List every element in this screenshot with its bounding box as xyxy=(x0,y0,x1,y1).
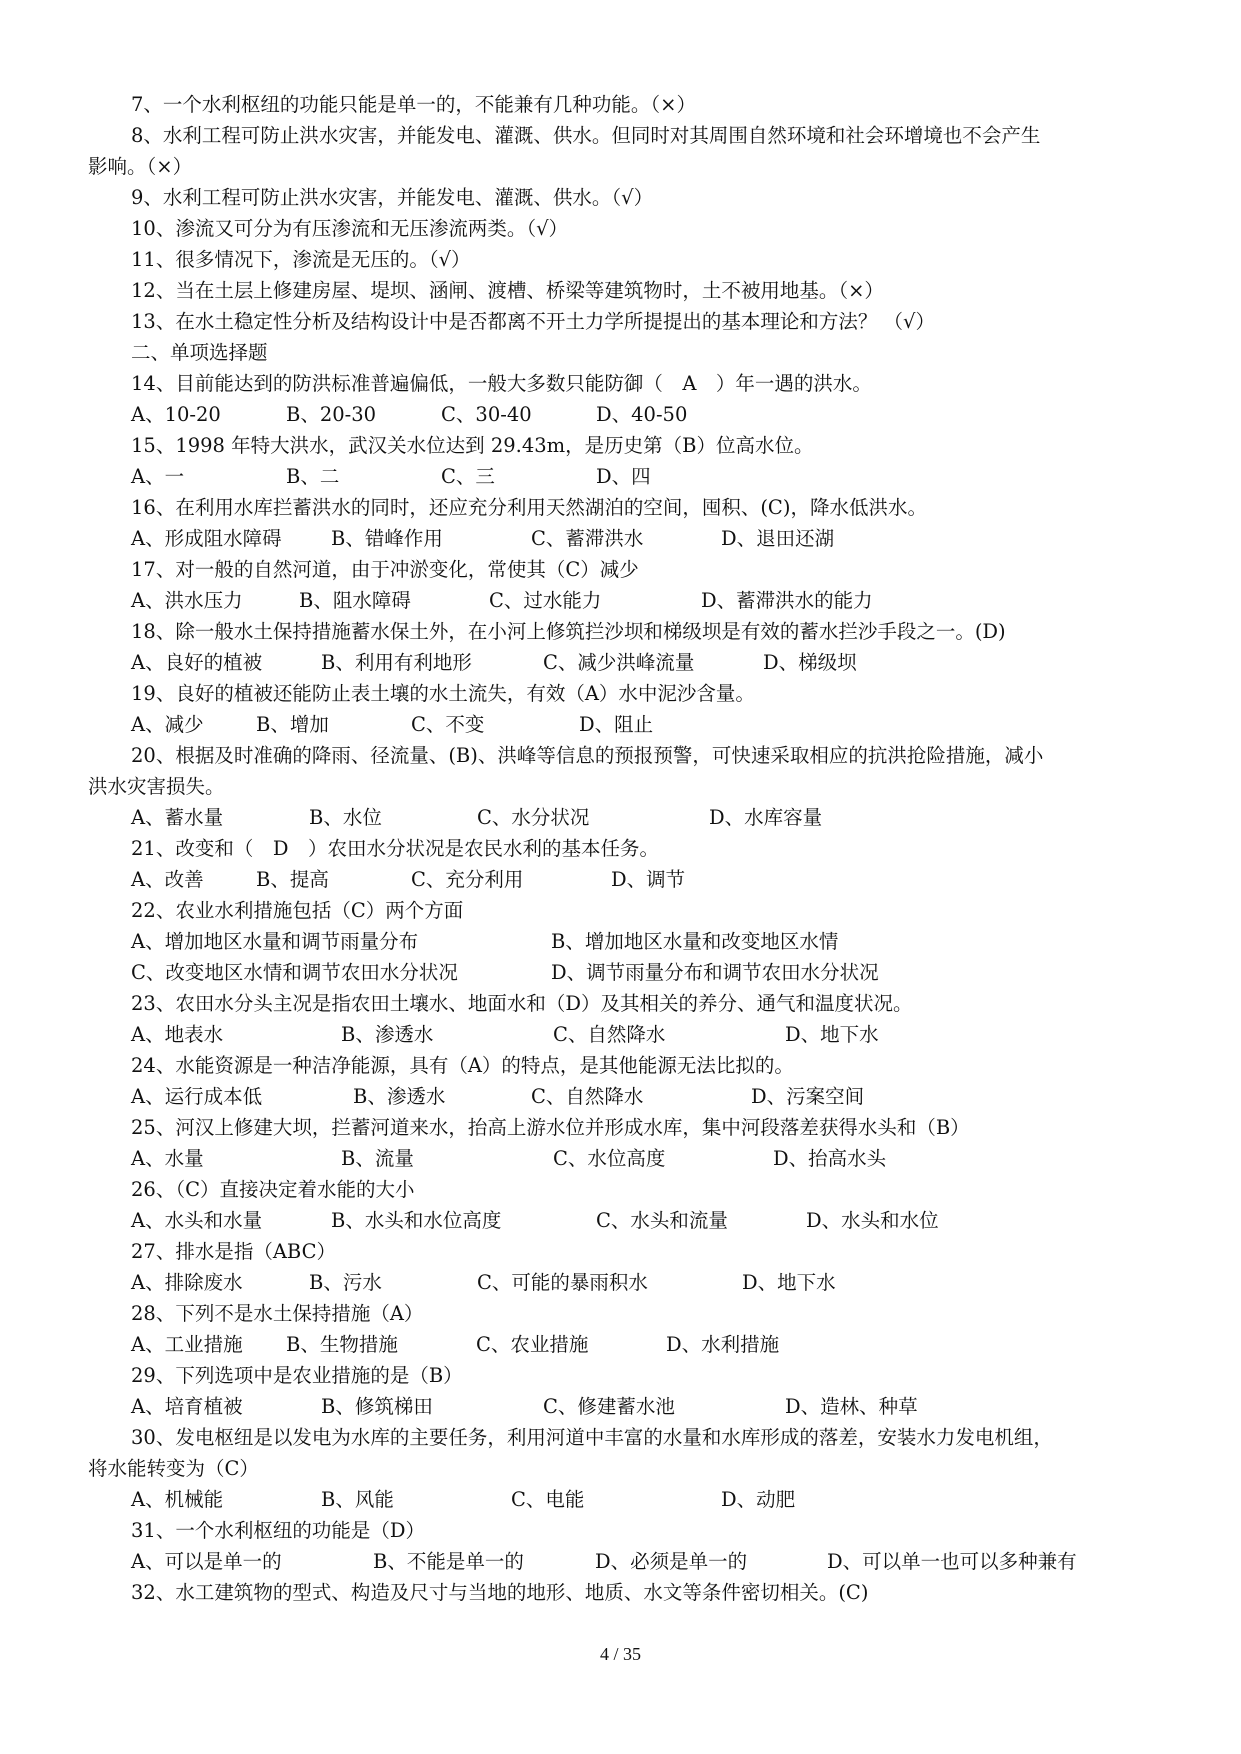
question-23: 23、农田水分头主况是指农田土壤水、地面水和（D）及其相关的养分、通气和温度状况。 xyxy=(131,992,913,1015)
option-a: A、蓄水量 xyxy=(131,806,224,829)
option-a: A、地表水 xyxy=(131,1023,224,1046)
question-16-options xyxy=(131,523,1161,554)
option-b: B、增加地区水量和改变地区水情 xyxy=(551,930,839,953)
option-d: D、蓄滞洪水的能力 xyxy=(701,589,873,612)
question-14: 14、目前能达到的防洪标准普遍偏低，一般大多数只能防御（ A ）年一遇的洪水。 xyxy=(131,372,872,395)
option-a: A、增加地区水量和调节雨量分布 xyxy=(131,930,419,953)
option-b: B、错峰作用 xyxy=(331,527,443,550)
option-d: D、抬高水头 xyxy=(773,1147,887,1170)
question-11: 11、很多情况下，渗流是无压的。（√） xyxy=(131,248,471,271)
question-22-options-row2 xyxy=(131,957,1161,988)
option-a: A、培育植被 xyxy=(131,1395,243,1418)
option-a: A、良好的植被 xyxy=(131,651,263,674)
question-28: 28、下列不是水土保持措施（A） xyxy=(131,1302,424,1325)
document-body xyxy=(88,89,1161,1608)
question-17: 17、对一般的自然河道，由于冲淤变化，常使其（C）减少 xyxy=(131,558,639,581)
question-27-options xyxy=(131,1267,1161,1298)
question-28-options xyxy=(131,1329,1161,1360)
question-23-options xyxy=(131,1019,1161,1050)
option-b: B、增加 xyxy=(256,713,329,736)
option-a: A、一 xyxy=(131,465,185,488)
option-c: C、水分状况 xyxy=(477,806,590,829)
option-a: A、洪水压力 xyxy=(131,589,243,612)
question-18-options xyxy=(131,647,1161,678)
option-b: B、渗透水 xyxy=(341,1023,434,1046)
question-19: 19、良好的植被还能防止表土壤的水土流失，有效（A）水中泥沙含量。 xyxy=(131,682,755,705)
question-30-options xyxy=(131,1484,1161,1515)
option-a: A、水头和水量 xyxy=(131,1209,263,1232)
option-c: C、自然降水 xyxy=(531,1085,644,1108)
option-c: D、必须是单一的 xyxy=(595,1550,748,1573)
question-18: 18、除一般水土保持措施蓄水保土外，在小河上修筑拦沙坝和梯级坝是有效的蓄水拦沙手段之一。(D) xyxy=(131,620,1006,643)
question-24: 24、水能资源是一种洁净能源，具有（A）的特点，是其他能源无法比拟的。 xyxy=(131,1054,794,1077)
question-30-line1: 30、发电枢纽是以发电为水库的主要任务，利用河道中丰富的水量和水库形成的落差，安装水力发电机组， xyxy=(131,1426,1053,1449)
option-b: B、二 xyxy=(286,465,340,488)
option-c: C、水位高度 xyxy=(553,1147,666,1170)
option-b: B、风能 xyxy=(321,1488,394,1511)
option-c: C、蓄滞洪水 xyxy=(531,527,644,550)
option-a: A、形成阻水障碍 xyxy=(131,527,282,550)
option-c: C、不变 xyxy=(411,713,485,736)
option-b: B、渗透水 xyxy=(353,1085,446,1108)
question-13: 13、在水土稳定性分析及结构设计中是否都离不开土力学所提提出的基本理论和方法？ （√） xyxy=(131,310,935,333)
question-20-line1: 20、根据及时准确的降雨、径流量、(B)、洪峰等信息的预报预警，可快速采取相应的抗洪抢险措施，减小 xyxy=(131,744,1044,767)
option-c: C、三 xyxy=(441,465,495,488)
option-b: B、水位 xyxy=(309,806,382,829)
option-d: D、动肥 xyxy=(721,1488,796,1511)
option-d: D、可以单一也可以多种兼有 xyxy=(827,1550,1077,1573)
question-27: 27、排水是指（ABC） xyxy=(131,1240,337,1263)
question-9: 9、水利工程可防止洪水灾害，并能发电、灌溉、供水。（√） xyxy=(131,186,654,209)
question-25: 25、河汉上修建大坝，拦蓄河道来水，抬高上游水位并形成水库，集中河段落差获得水头和（B） xyxy=(131,1116,970,1139)
option-d: D、阻止 xyxy=(579,713,654,736)
question-20-line2: 洪水灾害损失。 xyxy=(88,775,225,798)
option-b: B、流量 xyxy=(341,1147,414,1170)
option-d: D、地下水 xyxy=(742,1271,836,1294)
question-25-options xyxy=(131,1143,1161,1174)
question-26: 26、（C）直接决定着水能的大小 xyxy=(131,1178,415,1201)
option-d: D、水利措施 xyxy=(666,1333,780,1356)
option-c: C、减少洪峰流量 xyxy=(543,651,695,674)
option-a: A、运行成本低 xyxy=(131,1085,263,1108)
option-c: C、修建蓄水池 xyxy=(543,1395,675,1418)
question-29: 29、下列选项中是农业措施的是（B） xyxy=(131,1364,463,1387)
option-c: C、过水能力 xyxy=(489,589,602,612)
option-a: A、水量 xyxy=(131,1147,204,1170)
question-16: 16、在利用水库拦蓄洪水的同时，还应充分利用天然湖泊的空间，囤积、(C)，降水低洪水。 xyxy=(131,496,927,519)
option-d: D、梯级坝 xyxy=(763,651,857,674)
question-19-options xyxy=(131,709,1161,740)
question-7: 7、一个水利枢纽的功能只能是单一的，不能兼有几种功能。（×） xyxy=(131,93,696,116)
question-31-options xyxy=(131,1546,1161,1577)
page-number: 4 / 35 xyxy=(599,1644,641,1664)
question-22-options-row1 xyxy=(131,926,1161,957)
section-heading-2: 二、单项选择题 xyxy=(131,341,268,364)
option-c: C、水头和流量 xyxy=(596,1209,728,1232)
option-c: C、改变地区水情和调节农田水分状况 xyxy=(131,961,458,984)
option-d: D、水库容量 xyxy=(709,806,823,829)
question-17-options xyxy=(131,585,1161,616)
question-20-options xyxy=(131,802,1161,833)
option-b: B、提高 xyxy=(256,868,329,891)
question-15: 15、1998 年特大洪水，武汉关水位达到 29.43m，是历史第（B）位高水位。 xyxy=(131,434,814,457)
option-b: B、生物措施 xyxy=(286,1333,398,1356)
option-b: B、20-30 xyxy=(286,403,377,426)
option-d: D、调节 xyxy=(611,868,686,891)
option-c: C、可能的暴雨积水 xyxy=(477,1271,648,1294)
option-b: B、利用有利地形 xyxy=(321,651,472,674)
option-c: C、充分利用 xyxy=(411,868,524,891)
question-31: 31、一个水利枢纽的功能是（D） xyxy=(131,1519,425,1542)
question-32: 32、水工建筑物的型式、构造及尺寸与当地的地形、地质、水文等条件密切相关。(C) xyxy=(131,1581,869,1604)
option-c: C、自然降水 xyxy=(553,1023,666,1046)
question-10: 10、渗流又可分为有压渗流和无压渗流两类。（√） xyxy=(131,217,568,240)
question-22: 22、农业水利措施包括（C）两个方面 xyxy=(131,899,464,922)
option-d: D、调节雨量分布和调节农田水分状况 xyxy=(551,961,879,984)
option-b: B、阻水障碍 xyxy=(299,589,411,612)
question-14-options xyxy=(131,399,1161,430)
question-26-options xyxy=(131,1205,1161,1236)
question-24-options xyxy=(131,1081,1161,1112)
option-b: B、修筑梯田 xyxy=(321,1395,433,1418)
option-d: D、地下水 xyxy=(785,1023,879,1046)
option-a: A、可以是单一的 xyxy=(131,1550,282,1573)
option-a: A、机械能 xyxy=(131,1488,224,1511)
question-29-options xyxy=(131,1391,1161,1422)
option-b: B、水头和水位高度 xyxy=(331,1209,502,1232)
option-a: A、10-20 xyxy=(131,403,221,426)
question-30-line2: 将水能转变为（C） xyxy=(88,1457,259,1480)
option-a: A、改善 xyxy=(131,868,204,891)
option-d: D、水头和水位 xyxy=(806,1209,939,1232)
option-c: C、农业措施 xyxy=(476,1333,589,1356)
question-21-options xyxy=(131,864,1161,895)
option-d: D、四 xyxy=(596,465,651,488)
question-15-options xyxy=(131,461,1161,492)
option-d: D、退田还湖 xyxy=(721,527,835,550)
option-b: B、污水 xyxy=(309,1271,382,1294)
option-b: B、不能是单一的 xyxy=(373,1550,524,1573)
option-c: C、30-40 xyxy=(441,403,532,426)
option-d: D、40-50 xyxy=(596,403,688,426)
option-d: D、污案空间 xyxy=(751,1085,865,1108)
option-a: A、减少 xyxy=(131,713,204,736)
option-a: A、工业措施 xyxy=(131,1333,243,1356)
question-8-line1: 8、水利工程可防止洪水灾害，并能发电、灌溉、供水。但同时对其周围自然环境和社会环增境也不会产生 xyxy=(131,124,1041,147)
option-d: D、造林、种草 xyxy=(785,1395,918,1418)
option-c: C、电能 xyxy=(511,1488,585,1511)
question-12: 12、当在土层上修建房屋、堤坝、涵闸、渡槽、桥梁等建筑物时，土不被用地基。（×） xyxy=(131,279,884,302)
question-21: 21、改变和（ D ）农田水分状况是农民水利的基本任务。 xyxy=(131,837,659,860)
question-8-line2: 影响。（×） xyxy=(88,155,193,178)
option-a: A、排除废水 xyxy=(131,1271,243,1294)
